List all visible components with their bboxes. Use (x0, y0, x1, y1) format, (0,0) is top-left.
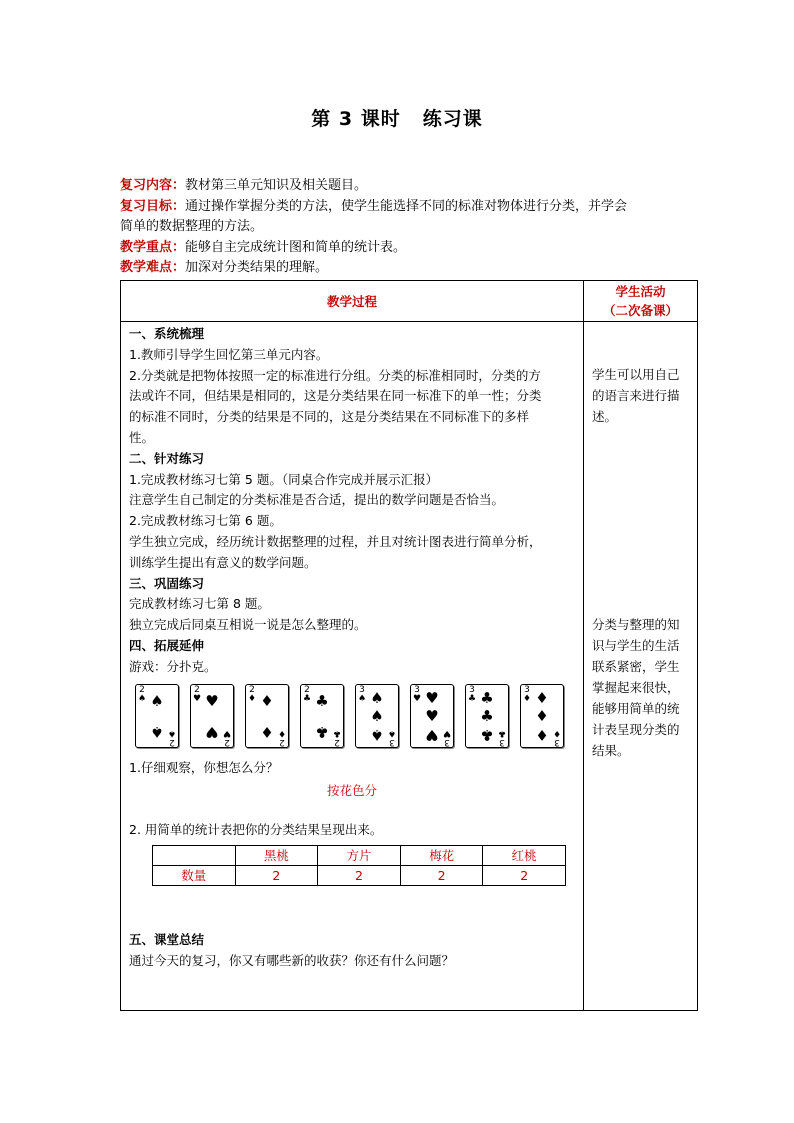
card-suit-pip: ♥ (425, 725, 439, 744)
card-suit-small: ♣ (497, 727, 506, 738)
playing-card (520, 684, 564, 748)
header-process: 教学过程 (121, 281, 584, 322)
title-sub: 练习课 (422, 108, 483, 130)
card-rank: 2 (169, 736, 175, 747)
stat-row-label: 数量 (153, 865, 236, 885)
meta-review-content: 复习内容：教材第三单元知识及相关题目。 (120, 178, 368, 193)
stat-header-cell: 黑桃 (235, 845, 318, 865)
playing-card (135, 684, 179, 748)
card-suit-small: ♦ (277, 727, 286, 738)
card-suit-pip: ♥ (425, 706, 439, 725)
card-corner-top (468, 686, 476, 704)
playing-card (300, 684, 344, 748)
card-suit-pip: ♦ (260, 691, 274, 710)
card-suit-pip: ♥ (205, 722, 219, 741)
stat-table (152, 845, 566, 886)
card-suit-small: ♠ (358, 693, 367, 704)
activity-content (584, 322, 698, 1011)
process-content: 一、系统梳理 1.教师引导学生回忆第三单元内容。 2.分类就是把物体按照一定的标准进行分组。分类的标准相同时，分类的方 法或许不同，但结果是相同的，这是分类结果在同一标准下的单一性；分类 的标准不同时，分类的结果是不同的，这是分类结果在不同标准下的多样 性。 二、针对练习 1.完成教材练习七第 5 题。（同桌合作完成并展示汇报） 注意学生自己制定的分类标准是否合适，提出的数学问题是否恰当。 2.完成教材练习七第 6 题。 学生独立完成，经历统计数据整理的过程，并且对统计图表进行简单分析， 训练学生提出有意义的数学问题。 三、巩固练习 完成教材练习七第 8 题。 独立完成后同桌互相说一说是怎么整理的。 四、拓展延伸 游戏：分扑克。 2 ♠ 2 ♠ ♠ ♠ 2 ♥ 2 ♥ ♥ ♥ 2 ♦ 2 ♦ ♦ ♦ 2 ♣ 2 ♣ ♣ ♣ 3 ♠ 3 ♠ ♠ ♠ ♠ 3 ♥ 3 ♥ ♥ ♥ ♥ 3 ♣ 3 ♣ ♣ ♣ ♣ 3 ♦ 3 ♦ ♦ ♦ ♦ 1.仔细观察，你想怎么分？ 按花色分 2. 用简单的统计表把你的分类结果呈现出来。 黑桃 方片 梅花 红桃 数量 2 2 2 2 五、课堂总结 通过今天的复习，你又有哪些新的收获？你还有什么问题？ (121, 322, 584, 1011)
playing-cards (135, 684, 575, 748)
card-corner-top (138, 686, 146, 704)
meta-difficulty: 教学难点：加深对分类结果的理解。 (120, 260, 329, 275)
card-corner-top (523, 686, 531, 704)
meta-review-goal: 复习目标：通过操作掌握分类的方法，使学生能选择不同的标准对物体进行分类，并学会 (120, 198, 628, 214)
playing-card (355, 684, 399, 748)
card-suit-small: ♠ (167, 727, 176, 738)
side-note-1: 学生可以用自己 的语言来进行描 述。 (592, 367, 680, 424)
card-suit-pip: ♦ (535, 706, 549, 725)
card-corner-bottom (223, 728, 231, 746)
stat-value-cell: 2 (400, 865, 483, 885)
card-suit-pip: ♠ (150, 691, 164, 710)
card-suit-small: ♣ (303, 693, 312, 704)
stat-header-cell: 红桃 (483, 845, 566, 865)
card-suit-pip: ♦ (535, 688, 549, 707)
card-corner-top (248, 686, 256, 704)
lesson-meta (120, 176, 700, 279)
card-suit-small: ♥ (222, 727, 231, 738)
card-corner-top (358, 686, 366, 704)
card-suit-pip: ♦ (535, 725, 549, 744)
section-heading: 一、系统梳理 (129, 326, 205, 341)
card-rank: 3 (414, 684, 420, 695)
stat-header-cell (153, 845, 236, 865)
card-rank: 2 (139, 684, 145, 695)
meta-key-point: 教学重点：能够自主完成统计图和简单的统计表。 (120, 239, 407, 255)
title-main: 第 3 课时 (311, 108, 401, 130)
playing-card (465, 684, 509, 748)
card-corner-bottom (168, 728, 176, 746)
card-corner-bottom (388, 728, 396, 746)
card-suit-small: ♦ (248, 693, 257, 704)
card-rank: 3 (389, 736, 395, 747)
card-suit-pip: ♠ (370, 725, 384, 744)
card-suit-pip: ♣ (480, 688, 494, 707)
playing-card (245, 684, 289, 748)
card-suit-small: ♥ (442, 727, 451, 738)
section-heading: 三、巩固练习 (129, 575, 205, 591)
page-title (0, 104, 794, 131)
card-suit-small: ♣ (468, 693, 477, 704)
card-rank: 3 (359, 684, 365, 695)
header-activity: 学生活动 （二次备课） (584, 281, 698, 322)
card-rank: 3 (554, 736, 560, 747)
card-suit-pip: ♥ (205, 691, 219, 710)
card-rank: 2 (194, 684, 200, 695)
card-suit-pip: ♦ (260, 722, 274, 741)
card-rank: 2 (334, 736, 340, 747)
card-rank: 2 (224, 736, 230, 747)
card-suit-pip: ♠ (370, 706, 384, 725)
stat-header-cell: 梅花 (400, 845, 483, 865)
section-heading: 二、针对练习 (129, 450, 205, 466)
stat-value-cell: 2 (483, 865, 566, 885)
card-corner-bottom (498, 728, 506, 746)
card-rank: 2 (279, 736, 285, 747)
side-note-2: 分类与整理的知 识与学生的生活 联系紧密，学生 掌握起来很快， 能够用简单的统 计表呈现分类的 结果。 (592, 617, 680, 758)
card-corner-top (193, 686, 201, 704)
card-suit-small: ♦ (523, 693, 532, 704)
card-suit-small: ♠ (138, 693, 147, 704)
card-suit-pip: ♠ (150, 722, 164, 741)
stat-value-cell: 2 (318, 865, 401, 885)
playing-card (410, 684, 454, 748)
card-corner-bottom (443, 728, 451, 746)
meta-review-goal-cont: 简单的数据整理的方法。 (120, 219, 264, 234)
card-suit-small: ♠ (387, 727, 396, 738)
card-suit-pip: ♣ (315, 691, 329, 710)
card-suit-small: ♥ (193, 693, 202, 704)
stat-header-cell: 方片 (318, 845, 401, 865)
card-rank: 3 (524, 684, 530, 695)
playing-card (190, 684, 234, 748)
card-corner-top (413, 686, 421, 704)
card-corner-top (303, 686, 311, 704)
card-suit-pip: ♣ (480, 725, 494, 744)
card-suit-pip: ♠ (370, 688, 384, 707)
card-rank: 3 (444, 736, 450, 747)
card-corner-bottom (333, 728, 341, 746)
card-suit-small: ♥ (413, 693, 422, 704)
stat-value-cell: 2 (235, 865, 318, 885)
card-rank: 3 (499, 736, 505, 747)
lesson-table (120, 280, 698, 1011)
section-heading: 四、拓展延伸 (129, 637, 205, 653)
card-suit-small: ♣ (332, 727, 341, 738)
card-suit-pip: ♥ (425, 688, 439, 707)
card-corner-bottom (278, 728, 286, 746)
card-corner-bottom (553, 728, 561, 746)
card-rank: 2 (304, 684, 310, 695)
card-rank: 3 (469, 684, 475, 695)
card-suit-small: ♦ (552, 727, 561, 738)
card-suit-pip: ♣ (480, 706, 494, 725)
answer-text: 按花色分 (326, 783, 377, 799)
card-rank: 2 (249, 684, 255, 695)
card-suit-pip: ♣ (315, 722, 329, 741)
section-heading: 五、课堂总结 (129, 931, 205, 947)
